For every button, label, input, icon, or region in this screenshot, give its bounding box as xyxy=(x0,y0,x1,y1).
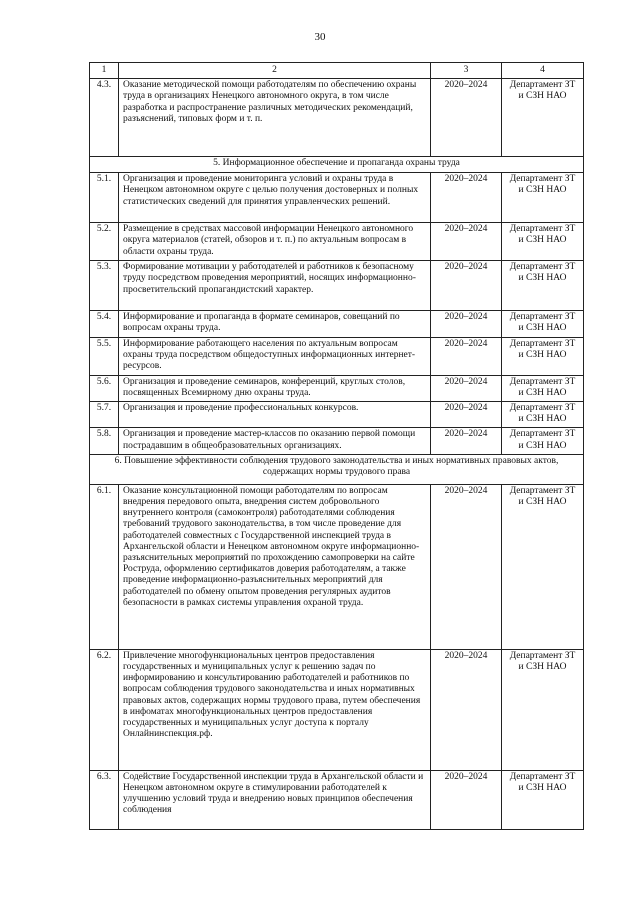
table-row xyxy=(90,79,584,157)
period-cell: 2020–2024 xyxy=(431,484,502,649)
measure-text: Организация и проведение мониторинга условий и охраны труда в Ненецком автономном округе с целью получения достоверных и полных статистических сведений для принятия управленческих решений. xyxy=(119,173,431,223)
table-row xyxy=(90,337,584,375)
measure-text: Формирование мотивации у работодателей и работников к безопасному труду посредством проведения мероприятий, носящих информационно-просветительский пропагандистский характер. xyxy=(119,261,431,311)
header-cell-3: 3 xyxy=(431,63,502,79)
row-number: 5.6. xyxy=(90,375,119,401)
period-cell: 2020–2024 xyxy=(431,311,502,337)
measure-text: Информирование работающего населения по актуальным вопросам охраны труда посредством общедоступных информационных интернет-ресурсов. xyxy=(119,337,431,375)
responsible-dept: Департамент ЗТ и СЗН НАО xyxy=(502,223,584,261)
row-number: 5.7. xyxy=(90,402,119,428)
measure-text: Оказание методической помощи работодателям по обеспечению охраны труда в организациях Ненецкого автономного округа, в том числе разработка и распространение различных методических рекомендаций, разъяснений, типовых форм и т. п. xyxy=(119,79,431,157)
section-title: 6. Повышение эффективности соблюдения трудового законодательства и иных нормативных правовых актов, содержащих нормы трудового права xyxy=(90,454,584,484)
responsible-dept: Департамент ЗТ и СЗН НАО xyxy=(502,337,584,375)
table-row xyxy=(90,649,584,770)
table-row xyxy=(90,223,584,261)
measure-text: Оказание консультационной помощи работодателям по вопросам внедрения передового опыта, внедрения систем добровольного внутреннего контроля (самоконтроля) работодателями соблюдения требований трудового законодательства, в том числе проведение для работодателей совместных с Государственной инспекцией труда в Архангельской области и Ненецком автономном округе информационно-разъяснительных мероприятий по прохождению самопроверки на сайте Роструда, оформлению сертификатов доверия работодателям, а также проведение информационно-разъяснительных мероприятий для работодателей по обмену опытом проведения регулярных аудитов безопасности в рамках системы управления охраной труда. xyxy=(119,484,431,649)
period-cell: 2020–2024 xyxy=(431,649,502,770)
table-row xyxy=(90,311,584,337)
row-number: 4.3. xyxy=(90,79,119,157)
table-row xyxy=(90,484,584,649)
measure-text: Размещение в средствах массовой информации Ненецкого автономного округа материалов (статей, обзоров и т. п.) по актуальным вопросам в области охраны труда. xyxy=(119,223,431,261)
period-cell: 2020–2024 xyxy=(431,173,502,223)
period-cell: 2020–2024 xyxy=(431,402,502,428)
measure-text: Организация и проведение семинаров, конференций, круглых столов, посвященных Всемирному дню охраны труда. xyxy=(119,375,431,401)
header-cell-1: 1 xyxy=(90,63,119,79)
header-cell-4: 4 xyxy=(502,63,584,79)
row-number: 5.4. xyxy=(90,311,119,337)
table-row xyxy=(90,428,584,454)
period-cell: 2020–2024 xyxy=(431,337,502,375)
period-cell: 2020–2024 xyxy=(431,770,502,829)
responsible-dept: Департамент ЗТ и СЗН НАО xyxy=(502,428,584,454)
responsible-dept: Департамент ЗТ и СЗН НАО xyxy=(502,173,584,223)
table-row xyxy=(90,770,584,829)
responsible-dept: Департамент ЗТ и СЗН НАО xyxy=(502,79,584,157)
period-cell: 2020–2024 xyxy=(431,375,502,401)
responsible-dept: Департамент ЗТ и СЗН НАО xyxy=(502,770,584,829)
responsible-dept: Департамент ЗТ и СЗН НАО xyxy=(502,649,584,770)
period-cell: 2020–2024 xyxy=(431,223,502,261)
responsible-dept: Департамент ЗТ и СЗН НАО xyxy=(502,484,584,649)
header-cell-2: 2 xyxy=(119,63,431,79)
measure-text: Привлечение многофункциональных центров предоставления государственных и муниципальных услуг к решению задач по информированию и консультированию работодателей и работников по вопросам соблюдения трудового законодательства и иных нормативных правовых актов, содержащих нормы трудового права, путем обеспечения в инфоматах многофункциональных центров предоставления государственных и муниципальных услуг доступа к порталу Онлайнинспекция.рф. xyxy=(119,649,431,770)
table-row xyxy=(90,173,584,223)
period-cell: 2020–2024 xyxy=(431,428,502,454)
table-row xyxy=(90,402,584,428)
section-title: 5. Информационное обеспечение и пропаганда охраны труда xyxy=(90,157,584,173)
header-row xyxy=(90,63,584,79)
period-cell: 2020–2024 xyxy=(431,261,502,311)
measure-text: Организация и проведение мастер-классов по оказанию первой помощи пострадавшим в общеобразовательных организациях. xyxy=(119,428,431,454)
responsible-dept: Департамент ЗТ и СЗН НАО xyxy=(502,261,584,311)
table-row xyxy=(90,375,584,401)
section-row xyxy=(90,454,584,484)
measure-text: Содействие Государственной инспекции труда в Архангельской области и Ненецком автономном округе в стимулировании работодателей к улучшению условий труда и внедрению новых принципов обеспечения соблюдения xyxy=(119,770,431,829)
row-number: 5.3. xyxy=(90,261,119,311)
row-number: 5.2. xyxy=(90,223,119,261)
measure-text: Организация и проведение профессиональных конкурсов. xyxy=(119,402,431,428)
period-cell: 2020–2024 xyxy=(431,79,502,157)
table-body xyxy=(90,63,584,830)
table-row xyxy=(90,261,584,311)
responsible-dept: Департамент ЗТ и СЗН НАО xyxy=(502,402,584,428)
row-number: 6.1. xyxy=(90,484,119,649)
row-number: 6.3. xyxy=(90,770,119,829)
measures-table xyxy=(89,62,584,830)
row-number: 5.5. xyxy=(90,337,119,375)
page-number: 30 xyxy=(314,31,326,43)
section-row xyxy=(90,157,584,173)
row-number: 5.8. xyxy=(90,428,119,454)
responsible-dept: Департамент ЗТ и СЗН НАО xyxy=(502,311,584,337)
responsible-dept: Департамент ЗТ и СЗН НАО xyxy=(502,375,584,401)
row-number: 6.2. xyxy=(90,649,119,770)
measure-text: Информирование и пропаганда в формате семинаров, совещаний по вопросам охраны труда. xyxy=(119,311,431,337)
row-number: 5.1. xyxy=(90,173,119,223)
